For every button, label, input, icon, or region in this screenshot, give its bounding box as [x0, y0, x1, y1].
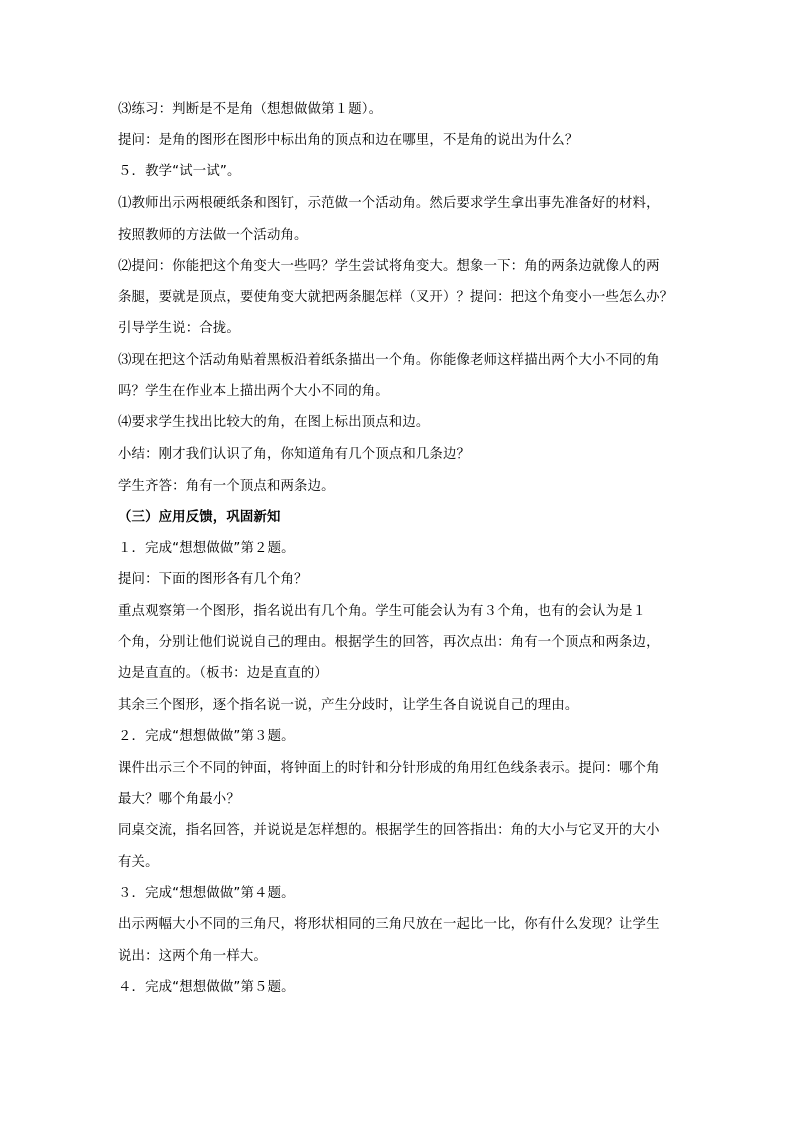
- paragraph-line: 其余三个图形，逐个指名说一说，产生分歧时，让学生各自说说自己的理由。: [118, 698, 579, 713]
- paragraph-line: 同桌交流，指名回答，并说说是怎样想的。根据学生的回答指出：角的大小与它叉开的大小: [118, 823, 660, 838]
- paragraph-line: 边是直直的。（板书：边是直直的）: [118, 666, 328, 681]
- paragraph-line: 引导学生说：合拢。: [118, 321, 240, 336]
- paragraph-line: ⑷要求学生找出比较大的角，在图上标出顶点和边。: [118, 415, 430, 430]
- paragraph-line: ３．完成“想想做做”第４题。: [118, 886, 295, 901]
- paragraph-line: 吗？学生在作业本上描出两个大小不同的角。: [118, 384, 389, 399]
- paragraph-line: 小结：刚才我们认识了角，你知道角有几个顶点和几条边？: [118, 447, 471, 462]
- paragraph-line: 出示两幅大小不同的三角尺，将形状相同的三角尺放在一起比一比，你有什么发现？让学生: [118, 917, 660, 932]
- paragraph-line: ⑶练习：判断是不是角（想想做做第１题）。: [118, 102, 383, 117]
- paragraph-line: １．完成“想想做做”第２题。: [118, 541, 295, 556]
- paragraph-line: 个角，分别让他们说说自己的理由。根据学生的回答，再次点出：角有一个顶点和两条边，: [118, 635, 660, 650]
- paragraph-line: ⑴教师出示两根硬纸条和图钉，示范做一个活动角。然后要求学生拿出事先准备好的材料，: [118, 196, 660, 211]
- paragraph-line: 提问：下面的图形各有几个角？: [118, 572, 308, 587]
- paragraph-line: ４．完成“想想做做”第５题。: [118, 980, 295, 995]
- paragraph-line: ２．完成“想想做做”第３题。: [118, 729, 295, 744]
- paragraph-line: 课件出示三个不同的钟面，将钟面上的时针和分针形成的角用红色线条表示。提问：哪个角: [118, 761, 660, 776]
- paragraph-line: ⑵提问：你能把这个角变大一些吗？学生尝试将角变大。想象一下：角的两条边就像人的两: [118, 259, 660, 274]
- paragraph-line: 最大？哪个角最小？: [118, 792, 240, 807]
- paragraph-line: 重点观察第一个图形，指名说出有几个角。学生可能会认为有３个角，也有的会认为是１: [118, 604, 647, 619]
- paragraph-line: 说出：这两个角一样大。: [118, 949, 267, 964]
- paragraph-line: ５．教学“试一试”。: [118, 164, 241, 179]
- section-heading: （三）应用反馈，巩固新知: [118, 510, 281, 525]
- paragraph-line: 学生齐答：角有一个顶点和两条边。: [118, 479, 335, 494]
- paragraph-line: 有关。: [118, 855, 159, 870]
- paragraph-line: ⑶现在把这个活动角贴着黑板沿着纸条描出一个角。你能像老师这样描出两个大小不同的角: [118, 353, 660, 368]
- paragraph-line: 条腿，要就是顶点，要使角变大就把两条腿怎样（叉开）？提问：把这个角变小一些怎么办？: [118, 290, 674, 305]
- paragraph-line: 按照教师的方法做一个活动角。: [118, 228, 308, 243]
- paragraph-line: 提问：是角的图形在图形中标出角的顶点和边在哪里，不是角的说出为什么？: [118, 133, 579, 148]
